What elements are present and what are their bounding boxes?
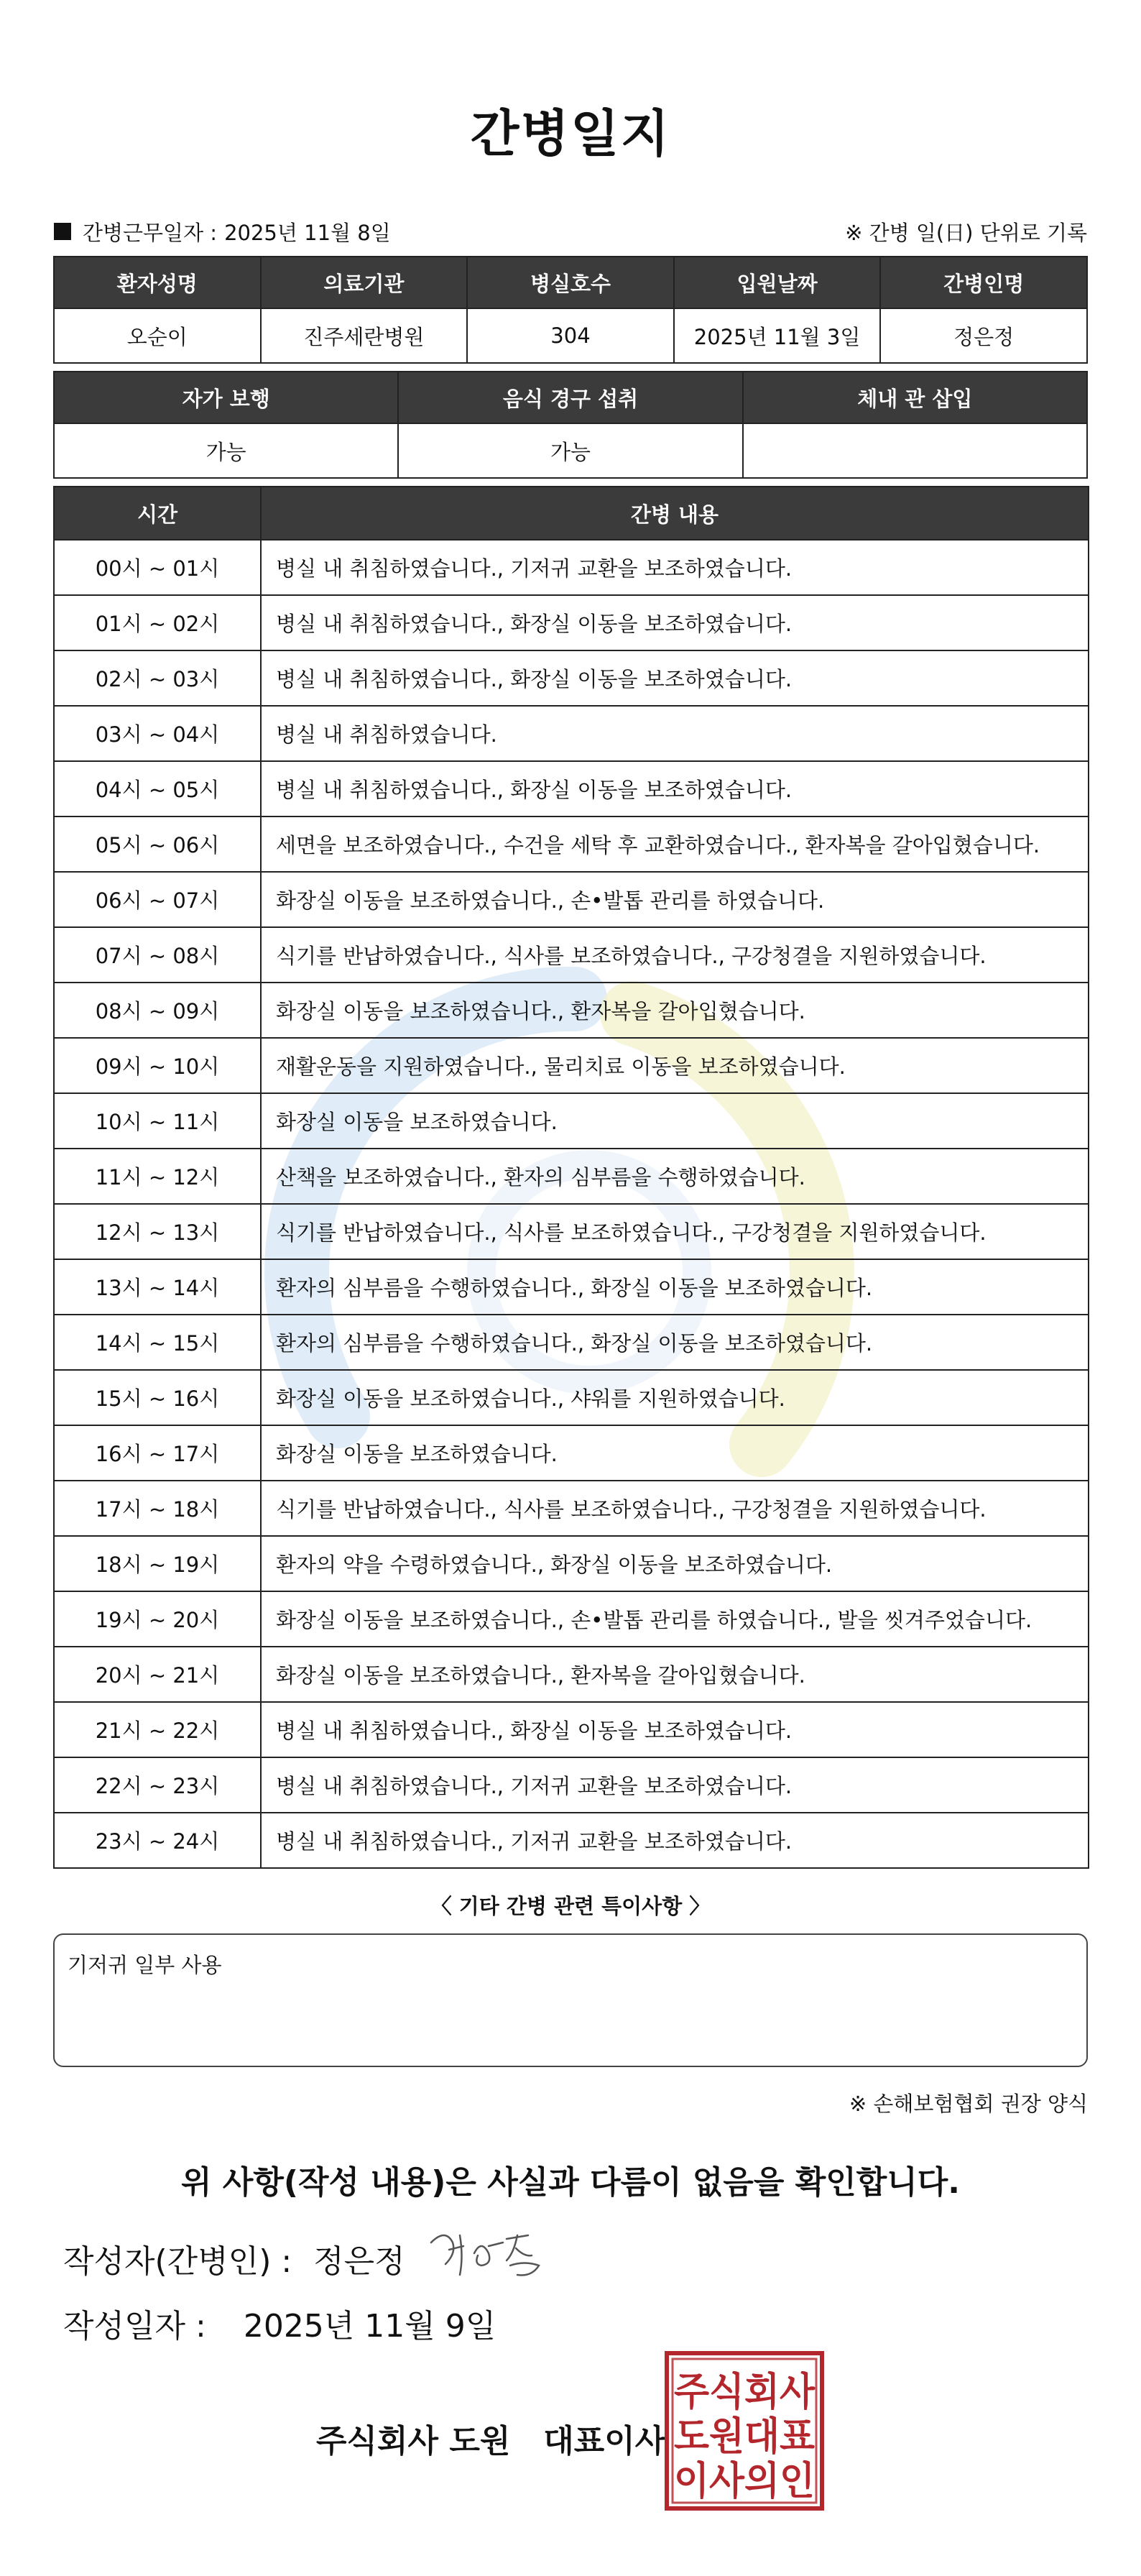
time-cell: 18시 ~ 19시 — [54, 1536, 261, 1591]
time-cell: 17시 ~ 18시 — [54, 1481, 261, 1536]
header-tube: 체내 관 삽입 — [743, 372, 1087, 423]
work-date — [54, 217, 391, 247]
time-cell: 14시 ~ 15시 — [54, 1315, 261, 1370]
care-content-cell: 식기를 반납하였습니다., 식사를 보조하였습니다., 구강청결을 지원하였습니다. — [261, 1481, 1089, 1536]
time-cell: 11시 ~ 12시 — [54, 1149, 261, 1204]
table-row — [54, 1259, 1089, 1315]
writer-label: 작성자(간병인) : — [63, 2243, 292, 2280]
table-row — [54, 1425, 1089, 1481]
time-cell: 21시 ~ 22시 — [54, 1702, 261, 1757]
patient-status-table — [53, 371, 1088, 479]
header-admission-date: 입원날짜 — [674, 257, 881, 308]
oral-intake-value: 가능 — [398, 423, 742, 478]
care-content-cell: 병실 내 취침하였습니다., 기저귀 교환을 보조하였습니다. — [261, 1757, 1089, 1813]
care-content-cell: 화장실 이동을 보조하였습니다. — [261, 1093, 1089, 1149]
patient-name: 오순이 — [54, 308, 261, 363]
form-note: ※ 손해보험협회 권장 양식 — [849, 2092, 1088, 2116]
table-row — [54, 706, 1089, 761]
table-row — [54, 1702, 1089, 1757]
hospital-name: 진주세란병원 — [261, 308, 468, 363]
time-cell: 13시 ~ 14시 — [54, 1259, 261, 1315]
header-patient-name: 환자성명 — [54, 257, 261, 308]
care-content-cell: 세면을 보조하였습니다., 수건을 세탁 후 교환하였습니다., 환자복을 갈아입혔습니다. — [261, 816, 1089, 872]
written-date-line — [63, 2300, 496, 2346]
care-content-cell: 화장실 이동을 보조하였습니다., 샤워를 지원하였습니다. — [261, 1370, 1089, 1425]
written-date-value: 2025년 11월 9일 — [243, 2308, 496, 2345]
svg-text:이사의인: 이사의인 — [674, 2458, 815, 2503]
time-cell: 08시 ~ 09시 — [54, 983, 261, 1038]
room-number: 304 — [467, 308, 674, 363]
care-content-cell: 병실 내 취침하였습니다., 화장실 이동을 보조하였습니다. — [261, 1702, 1089, 1757]
time-cell: 12시 ~ 13시 — [54, 1204, 261, 1259]
care-content-cell: 병실 내 취침하였습니다., 기저귀 교환을 보조하였습니다. — [261, 540, 1089, 595]
table-row — [54, 1757, 1089, 1813]
admission-date: 2025년 11월 3일 — [674, 308, 881, 363]
care-content-cell: 병실 내 취침하였습니다., 화장실 이동을 보조하였습니다. — [261, 761, 1089, 816]
walking-value: 가능 — [54, 423, 398, 478]
time-cell: 01시 ~ 02시 — [54, 595, 261, 650]
confirmation-statement: 위 사항(작성 내용)은 사실과 다름이 없음을 확인합니다. — [181, 2164, 960, 2201]
header-care-content: 간병 내용 — [261, 487, 1089, 540]
company-representative: 주식회사 도원 대표이사 — [316, 2423, 666, 2460]
table-row — [54, 595, 1089, 650]
svg-text:주식회사: 주식회사 — [674, 2369, 816, 2414]
care-log-table — [53, 486, 1089, 1869]
table-row — [54, 1370, 1089, 1425]
handwritten-signature — [424, 2221, 553, 2286]
time-cell: 22시 ~ 23시 — [54, 1757, 261, 1813]
time-cell: 20시 ~ 21시 — [54, 1647, 261, 1702]
time-cell: 19시 ~ 20시 — [54, 1591, 261, 1647]
patient-info-table — [53, 256, 1088, 364]
care-content-cell: 환자의 약을 수령하였습니다., 화장실 이동을 보조하였습니다. — [261, 1536, 1089, 1591]
care-content-cell: 병실 내 취침하였습니다., 화장실 이동을 보조하였습니다. — [261, 650, 1089, 706]
square-bullet-icon — [54, 223, 71, 240]
time-cell: 23시 ~ 24시 — [54, 1813, 261, 1868]
table-row — [54, 1591, 1089, 1647]
care-content-cell: 화장실 이동을 보조하였습니다., 환자복을 갈아입혔습니다. — [261, 1647, 1089, 1702]
time-cell: 15시 ~ 16시 — [54, 1370, 261, 1425]
care-content-cell: 산책을 보조하였습니다., 환자의 심부름을 수행하였습니다. — [261, 1149, 1089, 1204]
time-cell: 09시 ~ 10시 — [54, 1038, 261, 1093]
table-row — [54, 816, 1089, 872]
care-content-cell: 식기를 반납하였습니다., 식사를 보조하였습니다., 구강청결을 지원하였습니다. — [261, 927, 1089, 983]
table-row — [54, 1093, 1089, 1149]
table-row — [54, 872, 1089, 927]
time-cell: 10시 ~ 11시 — [54, 1093, 261, 1149]
work-date-label: 간병근무일자 : — [83, 220, 218, 245]
care-content-cell: 화장실 이동을 보조하였습니다. — [261, 1425, 1089, 1481]
time-cell: 07시 ~ 08시 — [54, 927, 261, 983]
notes-title: 〈 기타 간병 관련 특이사항 〉 — [430, 1894, 711, 1918]
care-content-cell: 화장실 이동을 보조하였습니다., 손•발톱 관리를 하였습니다. — [261, 872, 1089, 927]
unit-note: ※ 간병 일(日) 단위로 기록 — [845, 220, 1087, 245]
work-date-value: 2025년 11월 8일 — [224, 220, 391, 245]
table-row — [54, 983, 1089, 1038]
header-room: 병실호수 — [467, 257, 674, 308]
table-row — [54, 1647, 1089, 1702]
time-cell: 04시 ~ 05시 — [54, 761, 261, 816]
care-content-cell: 식기를 반납하였습니다., 식사를 보조하였습니다., 구강청결을 지원하였습니다. — [261, 1204, 1089, 1259]
header-oral-intake: 음식 경구 섭취 — [398, 372, 742, 423]
table-row — [54, 1481, 1089, 1536]
table-row — [54, 1315, 1089, 1370]
care-content-cell: 재활운동을 지원하였습니다., 물리치료 이동을 보조하였습니다. — [261, 1038, 1089, 1093]
care-log-body — [54, 540, 1089, 1868]
table-row — [54, 1536, 1089, 1591]
care-content-cell: 화장실 이동을 보조하였습니다., 환자복을 갈아입혔습니다. — [261, 983, 1089, 1038]
time-cell: 06시 ~ 07시 — [54, 872, 261, 927]
table-row — [54, 1204, 1089, 1259]
meta-row — [54, 216, 1087, 247]
written-date-label: 작성일자 : — [63, 2308, 206, 2345]
header-caregiver: 간병인명 — [880, 257, 1087, 308]
table-row — [54, 1813, 1089, 1868]
caregiver-name: 정은정 — [880, 308, 1087, 363]
care-content-cell: 병실 내 취침하였습니다. — [261, 706, 1089, 761]
writer-name: 정은정 — [313, 2243, 405, 2280]
tube-value — [743, 423, 1087, 478]
table-row — [54, 1149, 1089, 1204]
table-row — [54, 650, 1089, 706]
header-time: 시간 — [54, 487, 261, 540]
table-row — [54, 927, 1089, 983]
document-title: 간병일지 — [470, 104, 671, 163]
care-content-cell: 병실 내 취침하였습니다., 기저귀 교환을 보조하였습니다. — [261, 1813, 1089, 1868]
table-row — [54, 540, 1089, 595]
notes-box — [53, 1933, 1088, 2067]
time-cell: 03시 ~ 04시 — [54, 706, 261, 761]
time-cell: 16시 ~ 17시 — [54, 1425, 261, 1481]
table-row — [54, 1038, 1089, 1093]
care-content-cell: 병실 내 취침하였습니다., 화장실 이동을 보조하였습니다. — [261, 595, 1089, 650]
company-seal-stamp — [662, 2349, 826, 2513]
notes-text: 기저귀 일부 사용 — [68, 1953, 222, 1977]
time-cell: 00시 ~ 01시 — [54, 540, 261, 595]
time-cell: 02시 ~ 03시 — [54, 650, 261, 706]
care-content-cell: 환자의 심부름을 수행하였습니다., 화장실 이동을 보조하였습니다. — [261, 1315, 1089, 1370]
table-row — [54, 761, 1089, 816]
header-walking: 자가 보행 — [54, 372, 398, 423]
care-content-cell: 화장실 이동을 보조하였습니다., 손•발톱 관리를 하였습니다., 발을 씻겨주었습니다. — [261, 1591, 1089, 1647]
writer-line — [63, 2235, 405, 2281]
header-hospital: 의료기관 — [261, 257, 468, 308]
svg-text:도원대표: 도원대표 — [674, 2414, 815, 2459]
time-cell: 05시 ~ 06시 — [54, 816, 261, 872]
care-content-cell: 환자의 심부름을 수행하였습니다., 화장실 이동을 보조하였습니다. — [261, 1259, 1089, 1315]
